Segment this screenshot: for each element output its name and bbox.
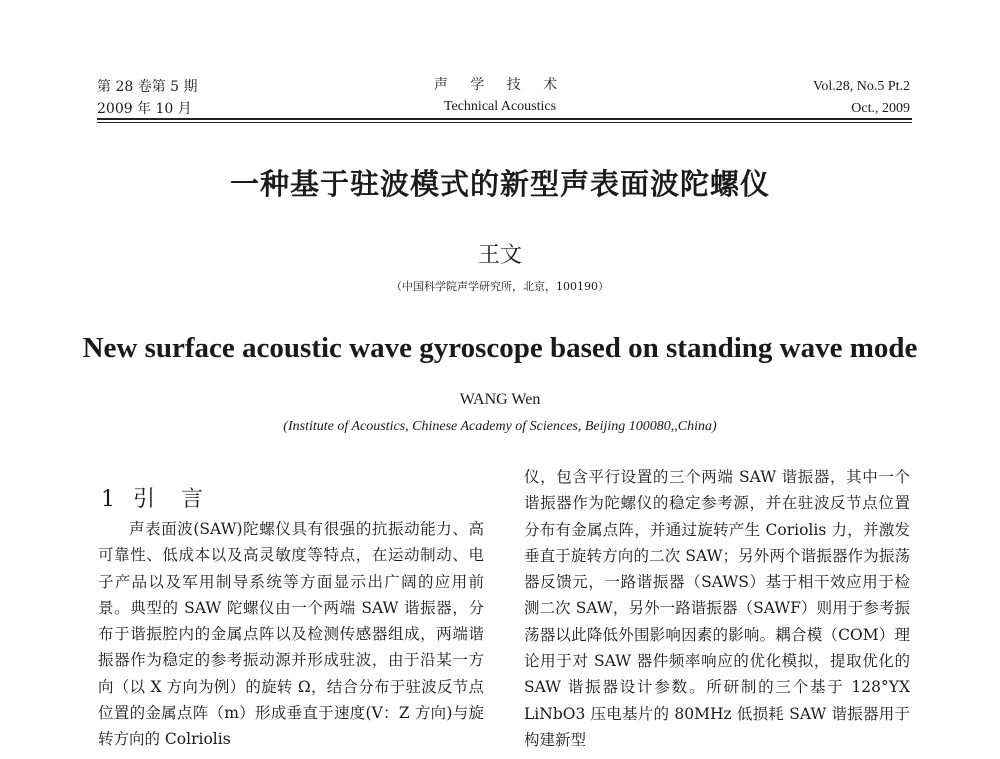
section-number: 1 [101,487,115,512]
affiliation-en: (Institute of Acoustics, Chinese Academy of Sciences, Beijing 100080,,China) [283,419,717,434]
header-right [813,76,910,120]
article-title-en: New surface acoustic wave gyroscope based on standing wave mode [82,332,918,364]
volume-issue-cn: 第 28 卷第 5 期 [97,79,198,95]
affiliation-cn: （中国科学院声学研究所，北京，100190） [391,280,609,293]
header-rule-thick [97,118,912,120]
body-column-left [98,516,484,753]
body-column-right [524,464,910,753]
header-rule-thin [97,122,912,123]
author-en: WANG Wen [459,391,541,408]
section-title: 引言 [133,487,230,512]
date-en: Oct., 2009 [851,101,910,116]
journal-name-cn: 声 学 技 术 [433,77,567,93]
date-cn: 2009 年 10 月 [97,101,192,117]
body-paragraph-right: 仪，包含平行设置的三个两端 SAW 谐振器，其中一个谐振器作为陀螺仪的稳定参考源，并在驻波反节点位置分布有金属点阵，并通过旋转产生 Coriolis 力，并激发垂直于旋转方向的二次 SAW；另外两个谐振器作为振荡器反馈元，一路谐振器（SAWS）基于相干效应用于检测二次 SAW，另外一路谐振器（SAWF）则用于参考振荡器以此降低外围影响因素的影响。耦合模（COM）理论用于对 SAW 器件频率响应的优化模拟，提取优化的 SAW 谐振器设计参数。所研制的三个基于 128°YX LiNbO3 压电基片的 80MHz 低损耗 SAW 谐振器用于构建新型 [524,468,910,749]
author-cn: 王文 [477,243,522,268]
article-title-cn: 一种基于驻波模式的新型声表面波陀螺仪 [229,167,770,201]
body-paragraph-left: 声表面波(SAW)陀螺仪具有很强的抗振动能力、高可靠性、低成本以及高灵敏度等特点，在运动制动、电子产品以及军用制导系统等方面显示出广阔的应用前景。典型的 SAW 陀螺仪由一个两端 SAW 谐振器，分布于谐振腔内的金属点阵以及检测传感器组成，两端谐振器作为稳定的参考振动源并形成驻波，由于沿某一方向（以 X 方向为例）的旋转 Ω，结合分布于驻波反节点位置的金属点阵（m）形成垂直于速度(V：Z 方向)与旋转方向的 Colriolis [98,520,484,749]
section-heading [101,482,229,513]
journal-name-en: Technical Acoustics [443,99,557,114]
volume-issue-en: Vol.28, No.5 Pt.2 [813,79,910,94]
